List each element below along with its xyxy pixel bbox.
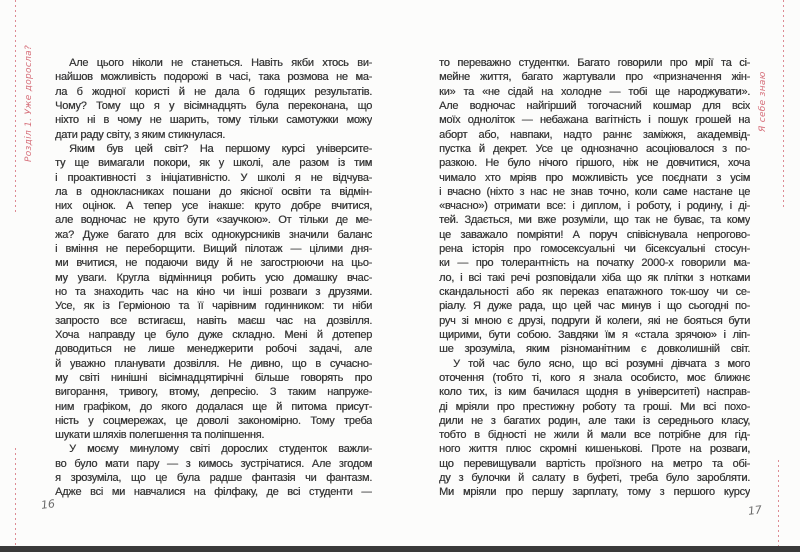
text-line: руч зі мною є друзі, подруги й колеги, які не бояться бути — [439, 314, 750, 327]
left-margin-rule-bottom — [15, 448, 16, 546]
text-line: але водночас не круто бути «заучкою». От тільки де ме- — [55, 214, 372, 227]
text-line: Усе, як із Герміоною та її чарівним годинником: ти ніби — [55, 300, 372, 313]
text-line: коло тих, із ким бачилася щодня в університеті) насправ- — [439, 386, 750, 399]
text-line: во було мати пару — з кимось зустрічатися. Але згодом — [55, 457, 372, 470]
text-line: мейне життя, багато жартували про «призначення жін- — [439, 71, 750, 84]
text-line: Але водночас найгірший тогочасний кошмар для всіх — [439, 99, 750, 112]
text-line: то переважно студентки. Багато говорили про мрії та сі- — [439, 57, 750, 69]
right-margin-rule-bottom — [778, 460, 779, 546]
text-line: ми вчитися, не подаючи виду й не загострюючи на цьо- — [55, 257, 372, 270]
text-line: моїх одноліток — небажана вагітність і пошук грошей на — [439, 114, 750, 127]
text-line: дати раду світу, з яким стикнулася. — [55, 128, 225, 141]
text-line: ки — про толерантність на початку 2000-х говорили ма- — [439, 257, 750, 270]
left-margin-rule-top — [15, 0, 16, 212]
text-line: но та знаходить час на кіно чи інші розваги з друзями. — [55, 286, 372, 298]
text-line: ла в однокласниках пошани до якісної освіти та відмін- — [55, 185, 372, 198]
text-line: ніхто ні в чому не шарить, тому тільки самотужки можу — [55, 114, 372, 127]
text-line: чимало хто мріяв про можливість усе поєднати з усім — [439, 171, 750, 184]
text-line: ді мріяли про престижну роботу та гроші. Ми всі похо- — [439, 400, 750, 413]
text-line: шукати шляхів полегшення та поліпшення. — [55, 429, 265, 442]
text-line: Ми мріяли про першу зарплату, тому з першого курсу — [439, 486, 750, 499]
text-line: ду з булочки й салату в буфеті, треба було заробляти. — [439, 472, 750, 485]
text-line: і проактивності з ініціативністю. У школі я не відчува- — [55, 171, 372, 184]
text-line: вигорання, тривогу, втому, депресію. З таким напруже- — [55, 386, 372, 399]
text-line: я зрозуміла, що це була радше фантазія чи фантазм. — [55, 472, 372, 485]
text-line: них оцінок. А тепер усе інакше: круто добре вчитися, — [55, 200, 372, 213]
text-line: ність у соцмережах, це доволі закономірно. Тому треба — [55, 414, 372, 427]
text-line: му світі нинішні вісімнадцятирічні більше говорять про — [55, 371, 372, 384]
text-line: «вчасно») отримати все: і диплом, і роботу, і родину, і ді- — [439, 200, 750, 213]
text-line: тей. Здається, ми вже розуміли, що так не буває, та кому — [439, 214, 750, 227]
text-line: ту ще вимагали покори, як у школі, але разом із тим — [55, 157, 372, 170]
text-line: це заважало помріяти! А поруч співіснувала непрогово- — [439, 228, 750, 241]
text-line: рена історія про гомосексуальні чи бісексуальні стосун- — [439, 243, 750, 256]
right-page-number: 17 — [747, 503, 763, 518]
right-page-text — [439, 56, 750, 500]
text-line: ла б жодної користі й не дала б годящих результатів. — [55, 85, 372, 98]
text-line: пустка й декрет. Усе це однозначно асоціювалося з по- — [439, 142, 750, 155]
text-line: запросто все встигаєш, навіть маєш час на дозвілля. — [55, 314, 372, 327]
right-margin-rule-top — [783, 0, 784, 208]
text-line: ки» та «не сідай на холодне — тобі ще народжувати». — [439, 85, 750, 98]
text-line: що перевищували вартість проїзного на метро та обі- — [439, 457, 750, 470]
text-line: Яким був цей світ? На першому курсі університе- — [69, 142, 372, 155]
text-line: У той час було ясно, що всі розумні дівчата з мого — [453, 357, 750, 370]
text-line: дили не з багатих родин, але таки із середнього класу, — [439, 414, 750, 427]
left-page-text — [55, 56, 372, 500]
text-line: і вміння не переборщити. Вищий пілотаж — цілими дня- — [55, 243, 372, 256]
text-line: щирими, бути собою. Завдяки їм я «стала зрячою» і ліп- — [439, 328, 750, 341]
text-line: Хоча направду це було дуже складно. Мені й дотепер — [55, 328, 372, 341]
text-line: найшов можливість подорожі в часі, така розмова не ма- — [55, 71, 372, 84]
text-line: й уважно планувати дозвілля. Не дивно, що в сучасно- — [55, 357, 372, 370]
text-line: жа? Дуже багато для всіх однокурсників значили баланс — [55, 228, 372, 241]
text-line: оточення (тобто ті, кого я знала особисто, моє ближнє — [439, 371, 750, 384]
text-line: Чому? Тому що я у вісімнадцять була переконана, що — [55, 99, 372, 112]
text-line: і вчасно (ніхто з нас не знав точно, коли саме настане це — [439, 185, 750, 198]
text-line: Але цього ніколи не станеться. Навіть якби хтось ви- — [69, 57, 372, 69]
text-line: ного життя плюс скромні кишенькові. Проте на розваги, — [439, 443, 750, 456]
bottom-page-edge — [0, 546, 800, 552]
text-line: доводиться не лише менеджерити робочі задачі, але — [55, 343, 372, 356]
chapter-margin-note: Розділ 1. Уже доросла? — [24, 44, 34, 162]
text-line: У моєму минулому світі дорослих студенток важли- — [69, 443, 372, 456]
text-line: ріалу. Я дуже рада, що цей час минув і що сьогодні по- — [439, 300, 750, 313]
text-line: тобто в бідності не жили й мали все потрібне для гід- — [439, 429, 750, 442]
left-page-number: 16 — [40, 497, 56, 512]
text-line: ше зрозуміла, яким різноманітним є довколишній світ. — [439, 343, 750, 356]
text-line: ло, і всі такі речі розповідали хіба що як плітки з нотками — [439, 271, 750, 284]
text-line: ним графіком, до якого додалася ще й питома присут- — [55, 400, 372, 413]
text-line: аборт або, навпаки, надто раннє заміжжя, академвід- — [439, 128, 750, 141]
text-line: скандальності або як переказ епатажного ток-шоу чи се- — [439, 286, 750, 298]
book-title-margin-note: Я себе знаю — [758, 71, 768, 132]
text-line: Адже всі ми навчалися на філфаку, де всі студенти — — [55, 486, 372, 499]
text-line: разкою. Не було нічого гіршого, ніж не довчитися, хоча — [439, 157, 750, 170]
text-line: му уваги. Кругла відмінниця робить усю домашку вчас- — [55, 271, 372, 284]
